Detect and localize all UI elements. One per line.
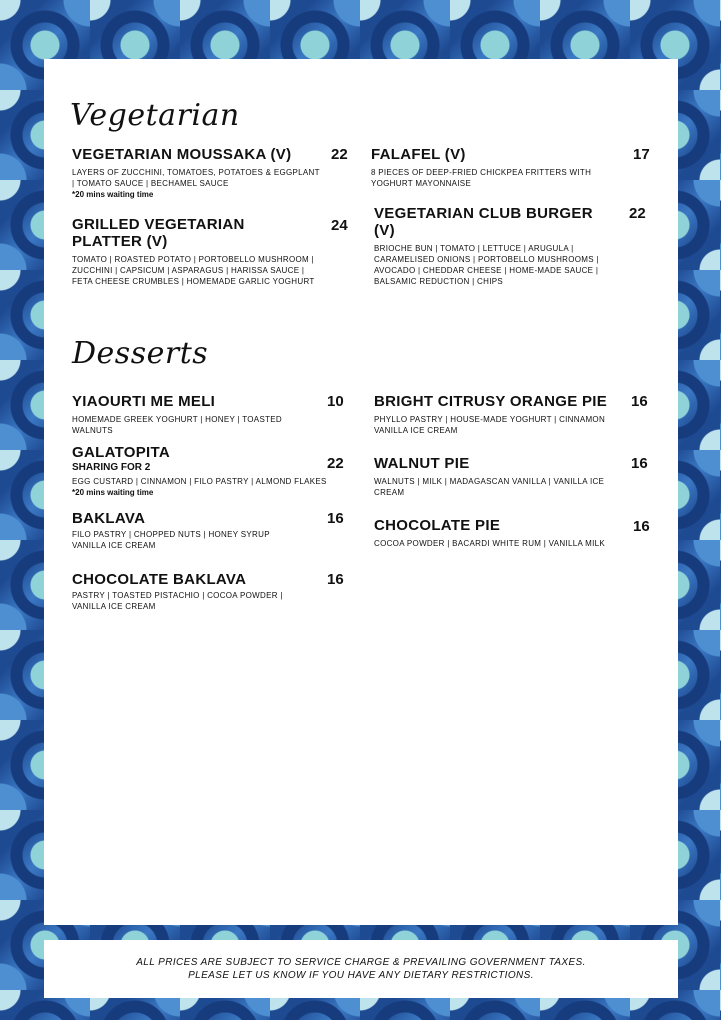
item-description: COCOA POWDER | BACARDI WHITE RUM | VANILLA MILK xyxy=(374,539,606,548)
footer-notice xyxy=(44,940,678,998)
item-description: 8 PIECES OF DEEP-FRIED CHICKPEA FRITTERS WITH YOGHURT MAYONNAISE xyxy=(371,168,592,188)
menu-item-grilled-vegetarian-platter xyxy=(72,216,317,287)
item-note: *20 mins waiting time xyxy=(72,190,154,199)
menu-item-galatopita xyxy=(72,444,327,498)
item-name: CHOCOLATE BAKLAVA xyxy=(72,571,247,588)
item-name: VEGETARIAN CLUB BURGER (V) xyxy=(374,205,593,239)
menu-item-vegetarian-club-burger xyxy=(374,205,614,287)
item-name: FALAFEL (V) xyxy=(371,146,466,163)
item-description: PASTRY | TOASTED PISTACHIO | COCOA POWDER | VANILLA ICE CREAM xyxy=(72,591,283,611)
menu-item-baklava xyxy=(72,510,292,551)
vegetarian-heading: Vegetarian xyxy=(70,98,240,133)
menu-item-vegetarian-moussaka xyxy=(72,146,322,200)
desserts-heading: Desserts xyxy=(72,336,209,371)
item-price: 17 xyxy=(633,146,650,163)
menu-item-bright-citrusy-orange-pie xyxy=(374,393,614,436)
item-name: GALATOPITA xyxy=(72,444,170,461)
item-price: 22 xyxy=(331,146,348,163)
menu-item-chocolate-pie xyxy=(374,517,619,549)
menu-item-yiaourti-me-meli xyxy=(72,393,302,436)
menu-item-chocolate-baklava xyxy=(72,571,292,612)
item-subtitle: SHARING FOR 2 xyxy=(72,462,151,473)
item-price: 16 xyxy=(633,518,650,535)
item-description: TOMATO | ROASTED POTATO | PORTOBELLO MUSHROOM | ZUCCHINI | CAPSICUM | ASPARAGUS | HARISSA SAUCE | FETA CHEESE CRUMBLES | HOMEMADE GARLIC YOGHURT xyxy=(72,255,315,286)
item-name: WALNUT PIE xyxy=(374,455,470,472)
menu-item-walnut-pie xyxy=(374,455,614,498)
item-description: PHYLLO PASTRY | HOUSE-MADE YOGHURT | CINNAMON VANILLA ICE CREAM xyxy=(374,415,606,435)
item-price: 16 xyxy=(631,455,648,472)
item-name: YIAOURTI ME MELI xyxy=(72,393,216,410)
item-description: BRIOCHE BUN | TOMATO | LETTUCE | ARUGULA | CARAMELISED ONIONS | PORTOBELLO MUSHROOMS | AVOCADO | CHEDDAR CHEESE | HOME-MADE SAUCE | BALSAMIC REDUCTION | CHIPS xyxy=(374,244,599,286)
menu-item-falafel xyxy=(371,146,601,189)
item-price: 24 xyxy=(331,217,348,234)
item-price: 16 xyxy=(327,571,344,588)
footer-line-dietary: PLEASE LET US KNOW IF YOU HAVE ANY DIETARY RESTRICTIONS. xyxy=(188,970,534,981)
item-name: BRIGHT CITRUSY ORANGE PIE xyxy=(374,393,608,410)
item-description: WALNUTS | MILK | MADAGASCAN VANILLA | VANILLA ICE CREAM xyxy=(374,477,605,497)
item-note: *20 mins waiting time xyxy=(72,488,154,497)
item-description: HOMEMADE GREEK YOGHURT | HONEY | TOASTED WALNUTS xyxy=(72,415,282,435)
footer-line-taxes: ALL PRICES ARE SUBJECT TO SERVICE CHARGE & PREVAILING GOVERNMENT TAXES. xyxy=(136,957,586,968)
item-name: GRILLED VEGETARIAN PLATTER (V) xyxy=(72,216,245,250)
item-price: 22 xyxy=(629,205,646,222)
item-price: 16 xyxy=(327,510,344,527)
item-name: VEGETARIAN MOUSSAKA (V) xyxy=(72,146,292,163)
item-description: LAYERS OF ZUCCHINI, TOMATOES, POTATOES & EGGPLANT | TOMATO SAUCE | BECHAMEL SAUCE xyxy=(72,168,320,188)
item-description: FILO PASTRY | CHOPPED NUTS | HONEY SYRUP VANILLA ICE CREAM xyxy=(72,530,270,550)
item-price: 16 xyxy=(631,393,648,410)
item-price: 22 xyxy=(327,455,344,472)
item-price: 10 xyxy=(327,393,344,410)
item-name: BAKLAVA xyxy=(72,510,146,527)
item-description: EGG CUSTARD | CINNAMON | FILO PASTRY | ALMOND FLAKES xyxy=(72,477,327,486)
item-name: CHOCOLATE PIE xyxy=(374,517,501,534)
